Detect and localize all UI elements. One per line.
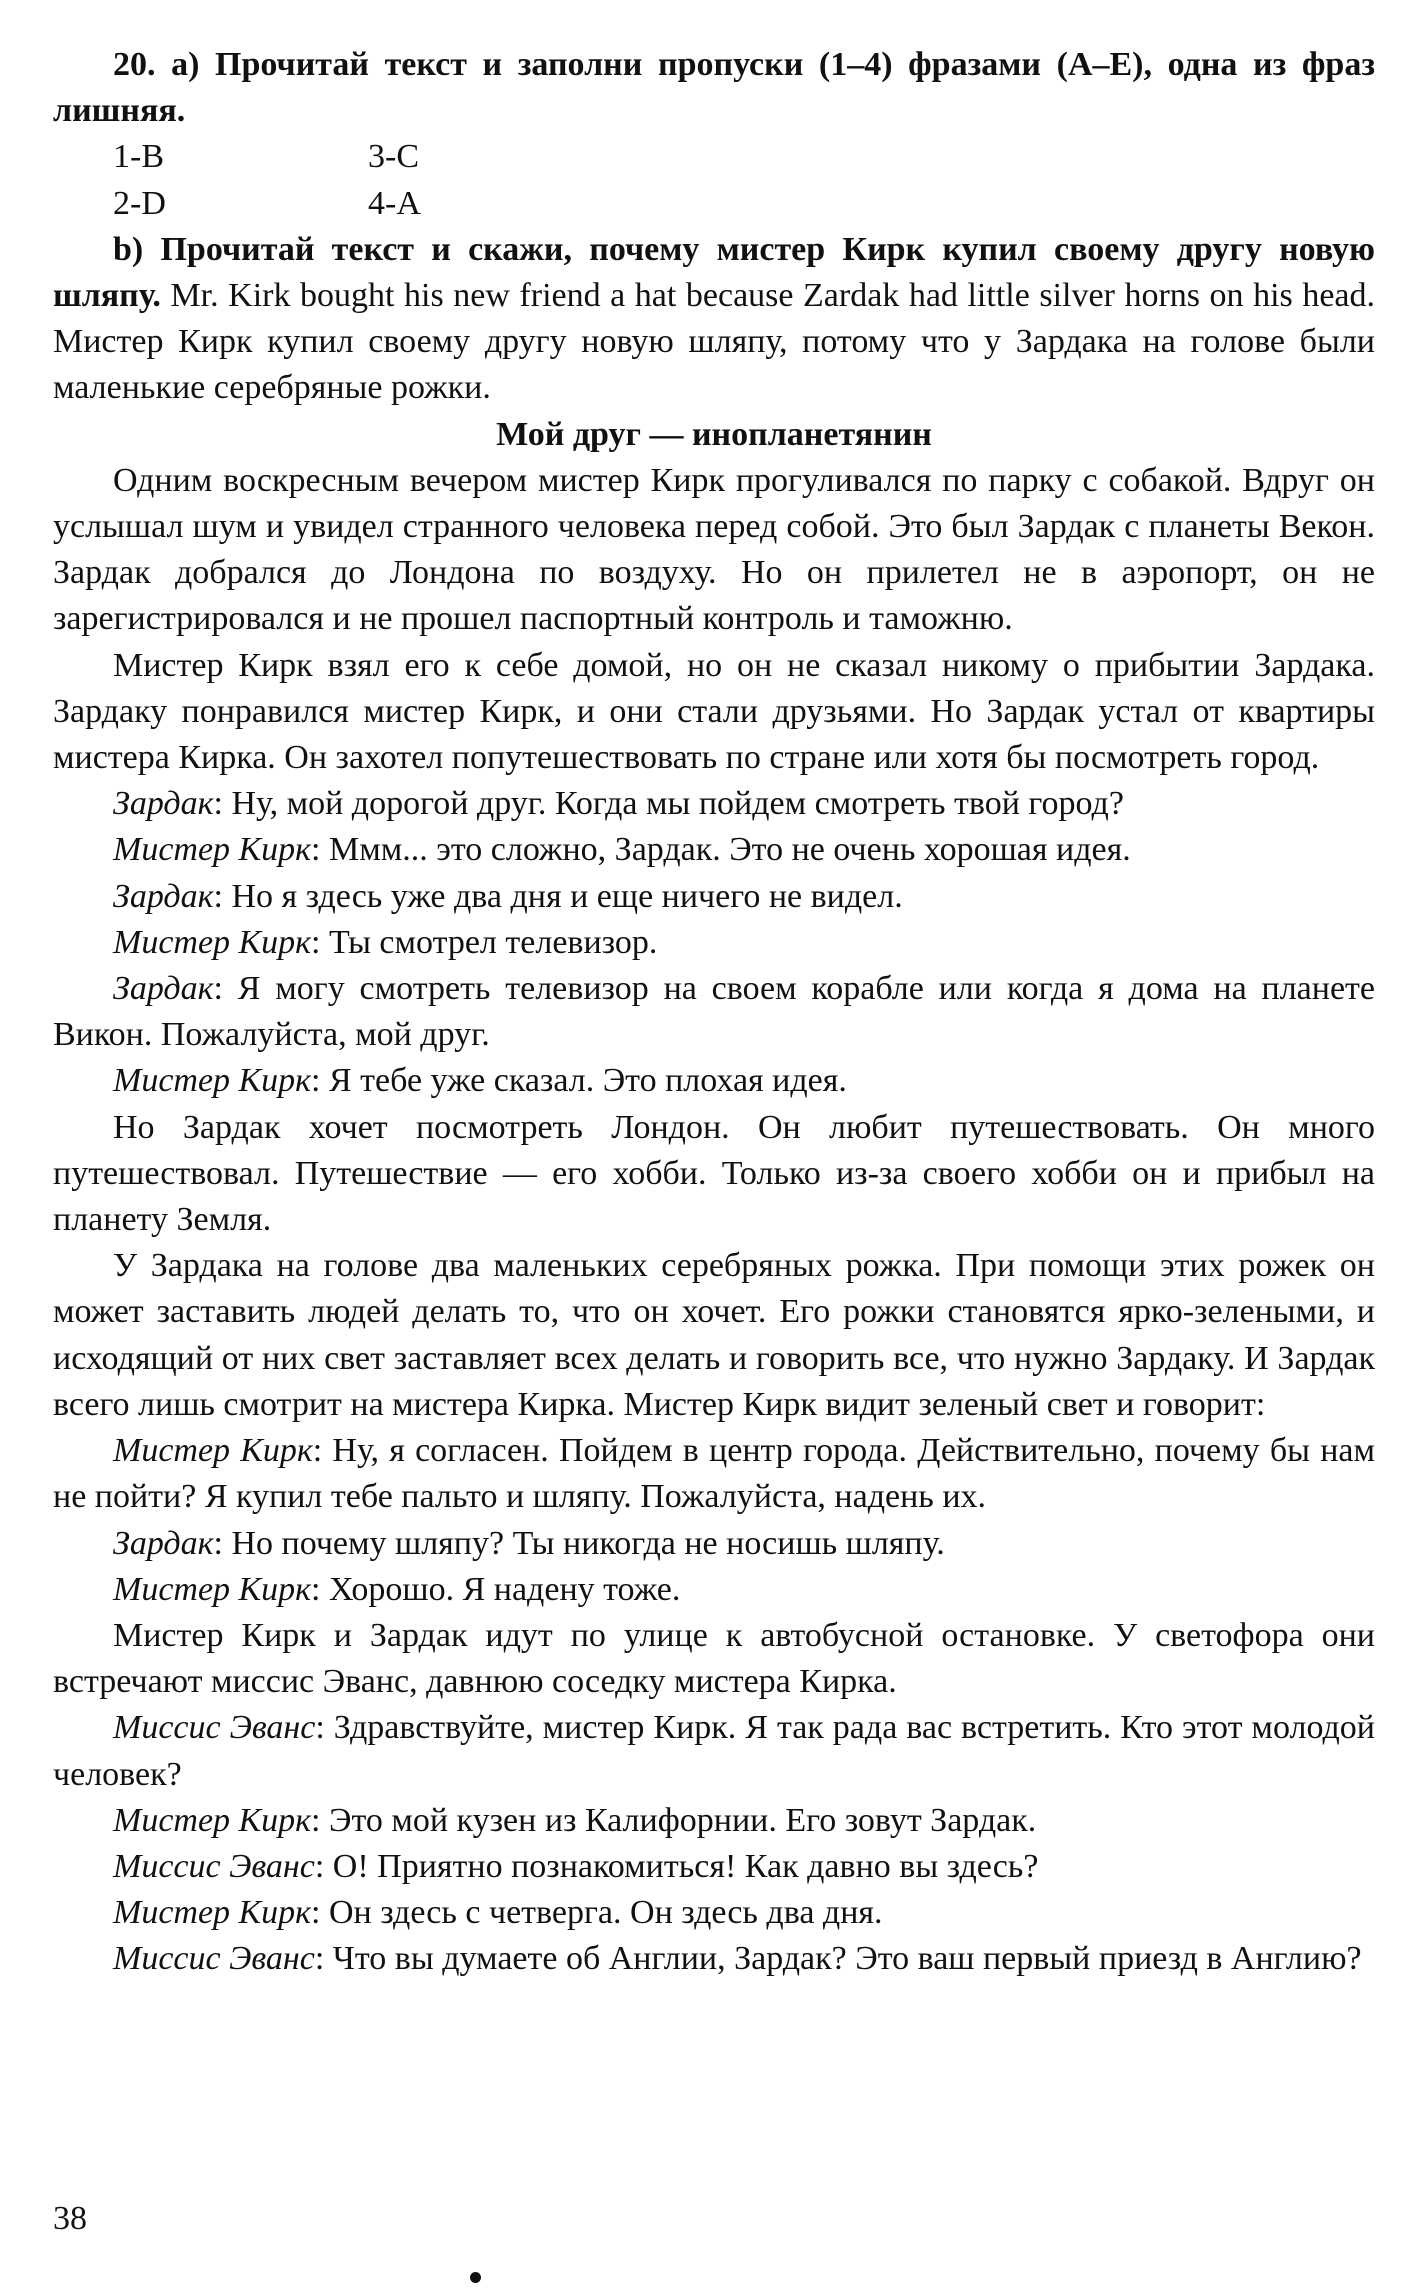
speaker-name: Мистер Кирк xyxy=(113,1432,313,1470)
dialogue-text: : Ну, я согласен. Пойдем в центр города. Действительно, почему бы нам не пойти? Я купил тебе пальто и шляпу. Пожалуйста, надень их. xyxy=(53,1432,1375,1516)
dialogue-text: : Он здесь с четверга. Он здесь два дня. xyxy=(311,1894,883,1932)
page-number: 38 xyxy=(53,2200,87,2237)
dialogue-line xyxy=(53,1428,1375,1520)
dialogue-text: : О! Приятно познакомиться! Как давно вы здесь? xyxy=(314,1847,1039,1885)
speaker-name: Мистер Кирк xyxy=(113,1801,312,1839)
answer-row xyxy=(113,181,1375,227)
speaker-name: Зардак xyxy=(113,877,214,915)
story-paragraph: Мистер Кирк взял его к себе домой, но он не сказал никому о прибытии Зардака. Зардаку понравился мистер Кирк, и они стали друзьями. Но Зардак устал от квартиры мистера Кирка. Он захотел попутешествовать по стране или хотя бы посмотреть город. xyxy=(53,646,1375,777)
speaker-name: Миссис Эванс xyxy=(113,1847,315,1885)
answer-keys xyxy=(53,134,1375,226)
dialogue-text: : Что вы думаете об Англии, Зардак? Это ваш первый приезд в Англию? xyxy=(314,1940,1362,1978)
dialogue-line xyxy=(53,1844,1375,1890)
speaker-name: Мистер Кирк xyxy=(113,923,312,961)
dialogue-line xyxy=(53,1058,1375,1104)
task-b-answer: Mr. Kirk bought his new friend a hat because Zardak had little silver horns on his head. Мистер Кирк купил своему другу новую шляпу, потому что у Зардака на голове были маленькие серебряные рожки. xyxy=(53,277,1375,407)
speaker-name: Мистер Кирк xyxy=(113,1062,312,1100)
story-paragraph: У Зардака на голове два маленьких серебряных рожка. При помощи этих рожек он может заставить людей делать то, что он хочет. Его рожки становятся ярко-зелеными, и исходящий от них свет заставляет всех делать и говорить все, что нужно Зардаку. И Зардак всего лишь смотрит на мистера Кирка. Мистер Кирк видит зеленый свет и говорит: xyxy=(53,1247,1375,1423)
speaker-name: Зардак xyxy=(113,970,214,1008)
dialogue-text: : Ммм... это сложно, Зардак. Это не очень хорошая идея. xyxy=(311,831,1131,869)
story-paragraph: Одним воскресным вечером мистер Кирк прогуливался по парку с собакой. Вдруг он услышал шум и увидел странного человека перед собой. Это был Зардак с планеты Векон. Зардак добрался до Лондона по воздуху. Но он прилетел не в аэропорт, он не зарегистрировался и не прошел паспортный контроль и таможню. xyxy=(53,461,1375,638)
speaker-name: Мистер Кирк xyxy=(113,831,312,869)
task-a-heading: 20. а) Прочитай текст и заполни пропуски (1–4) фразами (A–E), одна из фраз лишняя. xyxy=(53,46,1375,130)
speaker-name: Зардак xyxy=(113,785,214,823)
dialogue-line xyxy=(53,781,1375,827)
speaker-name: Зардак xyxy=(113,1524,214,1562)
task-b-paragraph xyxy=(53,227,1375,412)
speaker-name: Миссис Эванс xyxy=(113,1709,316,1747)
dialogue-text: : Я тебе уже сказал. Это плохая идея. xyxy=(311,1062,847,1100)
dialogue-text: : Это мой кузен из Калифорнии. Его зовут Зардак. xyxy=(311,1801,1037,1839)
dialogue-line xyxy=(53,1890,1375,1936)
dialogue-text: : Здравствуйте, мистер Кирк. Я так рада вас встретить. Кто этот молодой человек? xyxy=(53,1709,1375,1793)
answer-row xyxy=(113,134,1375,180)
story-paragraph: Но Зардак хочет посмотреть Лондон. Он любит путешествовать. Он много путешествовал. Путешествие — его хобби. Только из-за своего хобби он и прибыл на планету Земля. xyxy=(53,1108,1375,1239)
answer-item: 2-D xyxy=(113,184,166,222)
dialogue-line xyxy=(53,1798,1375,1844)
dialogue-text: : Но я здесь уже два дня и еще ничего не видел. xyxy=(213,877,903,915)
dialogue-line xyxy=(53,1705,1375,1797)
dialogue-line xyxy=(53,1936,1375,1982)
task-b-heading: b) Прочитай текст и скажи, почему мистер Кирк купил своему другу новую шляпу. xyxy=(53,230,1375,315)
dialogue-line xyxy=(53,1521,1375,1567)
story-title: Мой друг — инопланетянин xyxy=(496,415,932,453)
answer-item: 1-B xyxy=(113,138,164,176)
speaker-name: Миссис Эванс xyxy=(113,1940,315,1978)
dialogue-text: : Ты смотрел телевизор. xyxy=(311,923,658,961)
dialogue-line xyxy=(53,966,1375,1058)
dialogue-line xyxy=(53,827,1375,873)
dialogue-text: : Ну, мой дорогой друг. Когда мы пойдем смотреть твой город? xyxy=(213,785,1124,823)
answer-item: 4-A xyxy=(368,184,421,222)
page-content xyxy=(53,42,1375,1983)
answer-item: 3-C xyxy=(368,138,419,176)
dialogue-text: : Но почему шляпу? Ты никогда не носишь шляпу. xyxy=(213,1524,945,1562)
dialogue-line xyxy=(53,874,1375,920)
dialogue-line xyxy=(53,920,1375,966)
dialogue-text: : Я могу смотреть телевизор на своем корабле или когда я дома на планете Викон. Пожалуйста, мой друг. xyxy=(53,970,1375,1054)
dialogue-text: : Хорошо. Я надену тоже. xyxy=(311,1570,681,1608)
speaker-name: Мистер Кирк xyxy=(113,1570,312,1608)
scan-speck xyxy=(470,2272,481,2283)
dialogue-line xyxy=(53,1567,1375,1613)
story-paragraph: Мистер Кирк и Зардак идут по улице к автобусной остановке. У светофора они встречают миссис Эванс, давнюю соседку мистера Кирка. xyxy=(53,1616,1375,1701)
speaker-name: Мистер Кирк xyxy=(113,1894,312,1932)
